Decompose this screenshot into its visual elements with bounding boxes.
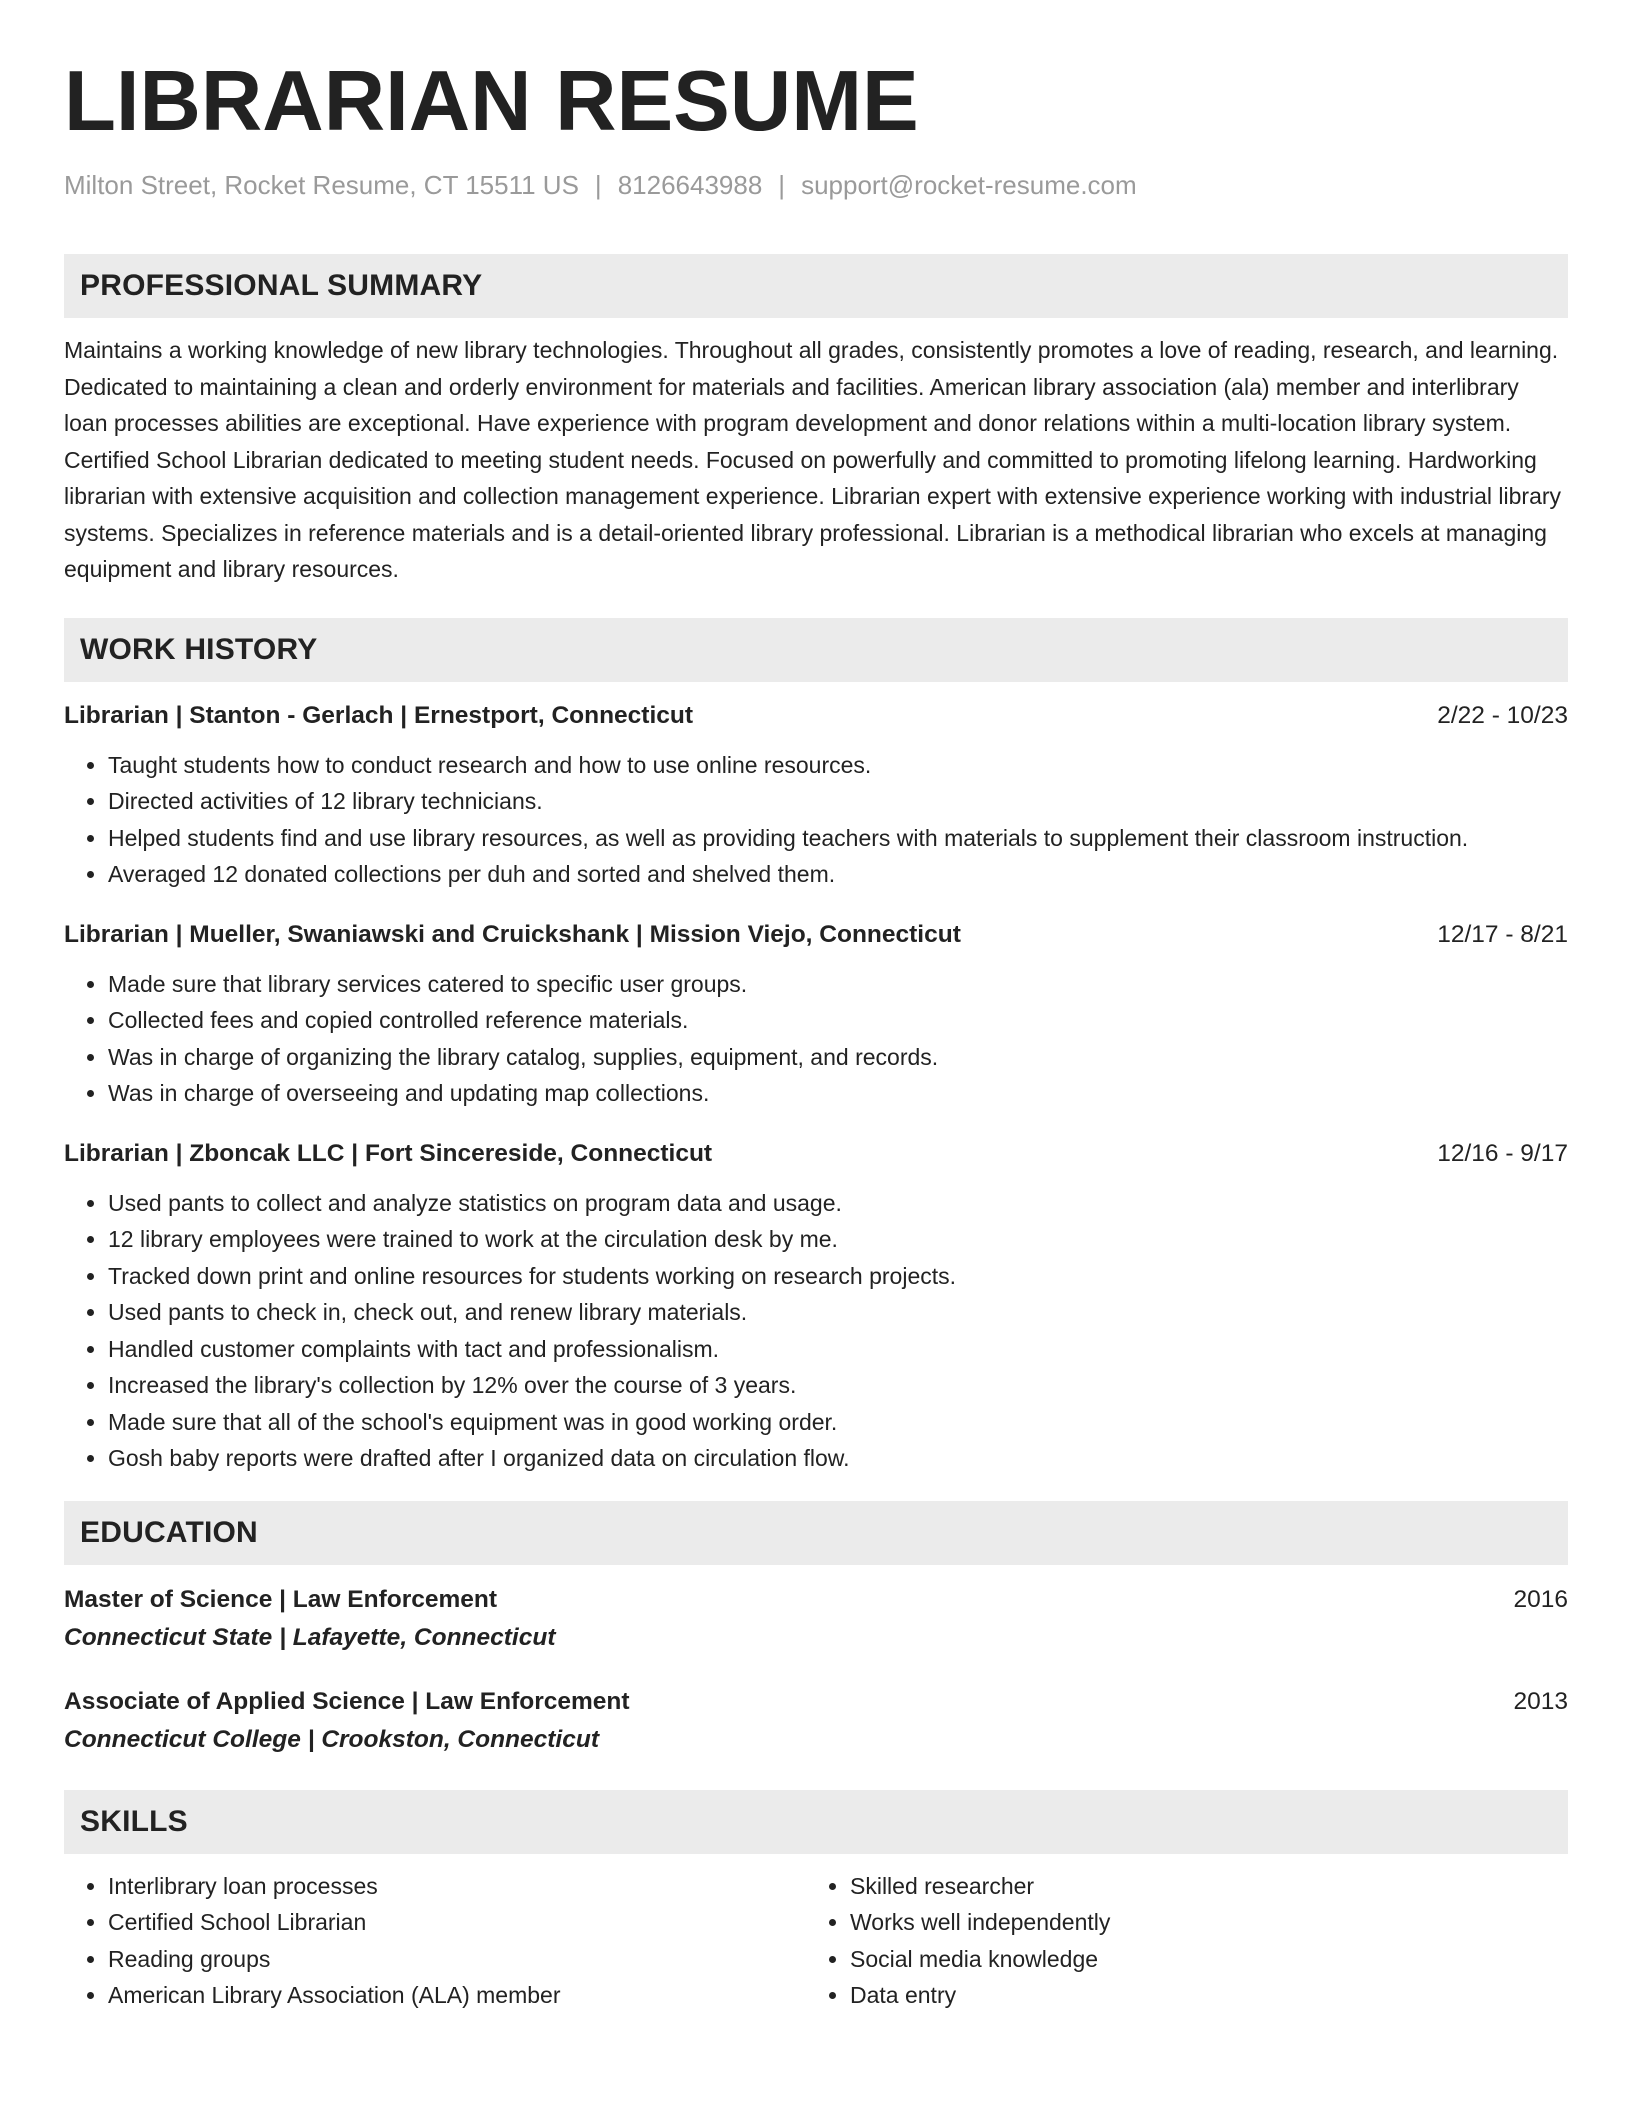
job-title: Librarian | Mueller, Swaniawski and Cruickshank | Mission Viejo, Connecticut (64, 920, 961, 948)
list-item: • Used pants to collect and analyze statistics on program data and usage. (108, 1185, 1568, 1222)
contact-email: support@rocket-resume.com (801, 170, 1137, 200)
job-entry (64, 699, 1568, 893)
contact-address: Milton Street, Rocket Resume, CT 15511 US (64, 170, 579, 200)
list-item: • Was in charge of overseeing and updating map collections. (108, 1075, 1568, 1112)
education-heading: EDUCATION (64, 1501, 1568, 1565)
list-item: • 12 library employees were trained to work at the circulation desk by me. (108, 1221, 1568, 1258)
list-item: • Collected fees and copied controlled reference materials. (108, 1002, 1568, 1039)
skills-heading: SKILLS (64, 1790, 1568, 1854)
list-item: • Handled customer complaints with tact and professionalism. (108, 1331, 1568, 1368)
work-history-heading: WORK HISTORY (64, 618, 1568, 682)
education-section (64, 1501, 1568, 1760)
education-degree: Master of Science | Law Enforcement (64, 1585, 498, 1613)
job-title: Librarian | Zboncak LLC | Fort Sincereside, Connecticut (64, 1139, 713, 1167)
work-history-section (64, 618, 1568, 1477)
summary-heading: PROFESSIONAL SUMMARY (64, 254, 1568, 318)
job-entry (64, 918, 1568, 1112)
list-item: • Directed activities of 12 library technicians. (108, 783, 1568, 820)
list-item: • Works well independently (850, 1904, 1548, 1941)
list-item: • Gosh baby reports were drafted after I organized data on circulation flow. (108, 1440, 1568, 1477)
list-item: • Made sure that all of the school's equipment was in good working order. (108, 1404, 1568, 1441)
job-bullets (64, 966, 1568, 1112)
education-year: 2016 (1513, 1585, 1568, 1613)
list-item: • Was in charge of organizing the library catalog, supplies, equipment, and records. (108, 1039, 1568, 1076)
list-item: • Skilled researcher (850, 1868, 1548, 1905)
list-item: • Increased the library's collection by 12% over the course of 3 years. (108, 1367, 1568, 1404)
contact-phone: 8126643988 (617, 170, 763, 200)
education-school: Connecticut State | Lafayette, Connecticut (64, 1623, 556, 1651)
summary-section (64, 254, 1568, 588)
job-bullets (64, 747, 1568, 893)
education-entry (64, 1684, 1568, 1760)
education-school: Connecticut College | Crookston, Connecticut (64, 1725, 599, 1753)
skills-column-right (806, 1868, 1548, 2014)
list-item: • American Library Association (ALA) member (108, 1977, 806, 2014)
list-item: • Social media knowledge (850, 1941, 1548, 1978)
list-item: • Averaged 12 donated collections per duh and sorted and shelved them. (108, 856, 1568, 893)
summary-text: Maintains a working knowledge of new library technologies. Throughout all grades, consistently promotes a love of reading, research, and learning. Dedicated to maintaining a clean and orderly environment for materials and facilities. American library association (ala) member and interlibrary loan processes abilities are exceptional. Have experience with program development and donor relations within a multi-location library system. Certified School Librarian dedicated to meeting student needs. Focused on powerfully and committed to promoting lifelong learning. Hardworking librarian with extensive acquisition and collection management experience. Librarian expert with extensive experience working with industrial library systems. Specializes in reference materials and is a detail-oriented library professional. Librarian is a methodical librarian who excels at managing equipment and library resources. (64, 337, 1562, 582)
job-entry (64, 1137, 1568, 1477)
list-item: • Taught students how to conduct research and how to use online resources. (108, 747, 1568, 784)
education-year: 2013 (1513, 1687, 1568, 1715)
resume-title: LIBRARIAN RESUME (64, 54, 919, 149)
job-dates: 2/22 - 10/23 (1437, 701, 1568, 729)
education-entry (64, 1582, 1568, 1658)
list-item: • Made sure that library services catered to specific user groups. (108, 966, 1568, 1003)
list-item: • Used pants to check in, check out, and renew library materials. (108, 1294, 1568, 1331)
job-dates: 12/16 - 9/17 (1437, 1139, 1568, 1167)
skills-column-left (64, 1868, 806, 2014)
skills-columns (64, 1868, 1568, 2014)
job-bullets (64, 1185, 1568, 1477)
contact-separator: | (778, 170, 786, 200)
skills-section (64, 1790, 1568, 2014)
job-title: Librarian | Stanton - Gerlach | Ernestport, Connecticut (64, 701, 694, 729)
list-item: • Reading groups (108, 1941, 806, 1978)
list-item: • Certified School Librarian (108, 1904, 806, 1941)
list-item: • Helped students find and use library resources, as well as providing teachers with materials to supplement their classroom instruction. (108, 820, 1568, 857)
job-dates: 12/17 - 8/21 (1437, 920, 1568, 948)
contact-line (64, 168, 1568, 202)
education-degree: Associate of Applied Science | Law Enforcement (64, 1687, 630, 1715)
list-item: • Data entry (850, 1977, 1548, 2014)
contact-separator: | (594, 170, 602, 200)
list-item: • Interlibrary loan processes (108, 1868, 806, 1905)
list-item: • Tracked down print and online resources for students working on research projects. (108, 1258, 1568, 1295)
